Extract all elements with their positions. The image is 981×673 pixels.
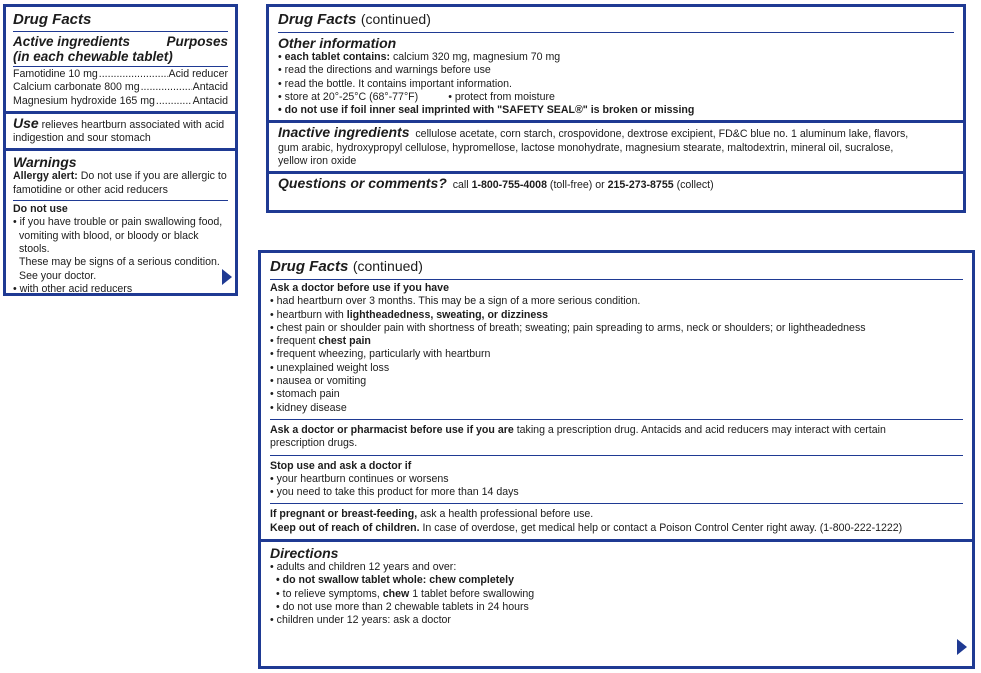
continue-arrow-icon	[222, 269, 232, 285]
list-item: • children under 12 years: ask a doctor	[270, 614, 963, 627]
ingredient-purpose: Antacid	[192, 81, 228, 94]
continue-arrow-icon	[957, 639, 967, 655]
panel-title: Drug Facts	[270, 258, 349, 275]
warnings-heading: Warnings	[13, 154, 77, 171]
inactive-ingredients-text: gum arabic, hydroxypropyl cellulose, hypromellose, lactose monohydrate, magnesium stearate, maltodextrin, mineral oil, sucralose,	[278, 141, 894, 154]
active-ingredients-subheading: (in each chewable tablet)	[13, 49, 173, 64]
questions-heading: Questions or comments?	[278, 175, 447, 192]
drug-facts-panel-left	[3, 4, 238, 296]
list-item: • read the bottle. It contains important information.	[278, 78, 954, 91]
list-item: • adults and children 12 years and over:	[270, 561, 963, 574]
list-item: • frequent chest pain	[270, 335, 963, 348]
list-item: • read the directions and warnings before use	[278, 64, 954, 77]
stop-use-section	[261, 460, 972, 500]
list-item: • to relieve symptoms, chew 1 tablet before swallowing	[270, 588, 963, 601]
active-ingredients-heading: Active ingredients	[13, 34, 131, 49]
list-item-cont: vomiting with blood, or bloody or black stools.	[19, 229, 199, 255]
list-item: • heartburn with lightheadedness, sweating, or dizziness	[270, 309, 963, 322]
list-item: • with other acid reducers	[13, 283, 228, 296]
ingredient-row	[13, 95, 228, 108]
allergy-alert-text: Do not use if you are allergic to	[80, 170, 227, 183]
phone-tollfree: 1-800-755-4008	[471, 179, 547, 192]
panel-title-continued: (continued)	[360, 11, 431, 27]
ingredient-name: Calcium carbonate 800 mg	[13, 81, 140, 94]
warnings-section	[6, 151, 235, 197]
other-information-heading: Other information	[278, 35, 397, 51]
purposes-heading: Purposes	[166, 34, 228, 49]
drug-facts-panel-continued-bottom	[258, 250, 975, 669]
directions-section	[261, 542, 972, 627]
list-item-cont: See your doctor.	[19, 269, 97, 282]
list-item: • unexplained weight loss	[270, 362, 963, 375]
list-item-cont: These may be signs of a serious condition.	[19, 256, 220, 269]
phone-collect: 215-273-8755	[607, 179, 674, 192]
list-item: • store at 20°-25°C (68°-77°F)• protect from moisture	[278, 91, 954, 104]
list-item: • do not use if foil inner seal imprinted with "SAFETY SEAL®" is broken or missing	[278, 104, 954, 117]
other-information-section	[269, 33, 963, 120]
use-section	[6, 114, 235, 149]
inactive-ingredients-text: yellow iron oxide	[278, 155, 357, 168]
questions-section: Questions or comments? call 1-800-755-4008 (toll-free) or 215-273-8755 (collect)	[278, 175, 714, 192]
stop-use-heading: Stop use and ask a doctor if	[270, 459, 412, 472]
list-item: • had heartburn over 3 months. This may be a sign of a more serious condition.	[270, 295, 963, 308]
keep-out-of-reach: Keep out of reach of children.	[270, 521, 420, 534]
use-text: relieves heartburn associated with acid	[41, 118, 225, 131]
directions-heading: Directions	[270, 545, 339, 562]
inactive-ingredients-heading: Inactive ingredients	[278, 124, 410, 141]
ask-pharmacist-section: Ask a doctor or pharmacist before use if you are taking a prescription drug. Antacids and acid reducers may interact with certain prescription drugs.	[270, 423, 886, 450]
list-item: • nausea or vomiting	[270, 375, 963, 388]
list-item: • do not swallow tablet whole: chew completely	[270, 574, 963, 587]
list-item: • if you have trouble or pain swallowing food,	[13, 216, 228, 229]
pregnancy-section: If pregnant or breast-feeding, ask a health professional before use. Keep out of reach of children. In case of overdose, get medical help or contact a Poison Control Center right away. (1-800-222-1222)	[270, 508, 903, 534]
do-not-use-heading: Do not use	[13, 203, 68, 216]
list-item: • frequent wheezing, particularly with heartburn	[270, 348, 963, 361]
ask-pharmacist-heading: Ask a doctor or pharmacist before use if you are	[270, 423, 514, 436]
ask-doctor-heading: Ask a doctor before use if you have	[270, 282, 449, 294]
list-item: • chest pain or shoulder pain with shortness of breath; sweating; pain spreading to arms, neck or shoulders; or lightheadedness	[270, 322, 963, 335]
ingredient-name: Famotidine 10 mg	[13, 68, 98, 80]
ingredient-purpose: Antacid	[192, 94, 228, 107]
list-item: • each tablet contains: calcium 320 mg, magnesium 70 mg	[278, 51, 954, 64]
use-heading: Use	[13, 114, 39, 131]
allergy-alert-text: famotidine or other acid reducers	[13, 183, 168, 196]
panel-title-continued: (continued)	[352, 258, 423, 274]
drug-facts-panel-continued-top	[266, 4, 966, 213]
ingredient-name: Magnesium hydroxide 165 mg	[13, 94, 155, 107]
inactive-ingredients-section	[269, 123, 963, 171]
ingredient-row	[13, 81, 228, 94]
list-item: • stomach pain	[270, 388, 963, 401]
ingredient-row	[13, 68, 228, 81]
panel-title: Drug Facts	[13, 11, 92, 28]
panel-title: Drug Facts	[278, 11, 357, 28]
ask-doctor-section	[261, 280, 972, 415]
inactive-ingredients-text: cellulose acetate, corn starch, crospovidone, dextrose excipient, FD&C blue no. 1 aluminum lake, flavors,	[415, 128, 909, 141]
list-item: • your heartburn continues or worsens	[270, 473, 963, 486]
allergy-alert-label: Allergy alert:	[13, 170, 78, 183]
list-item: • kidney disease	[270, 402, 963, 415]
list-item: • do not use more than 2 chewable tablets in 24 hours	[270, 601, 963, 614]
use-text: indigestion and sour stomach	[13, 132, 151, 145]
ingredient-purpose: Acid reducer	[168, 68, 228, 80]
list-item: • you need to take this product for more than 14 days	[270, 486, 963, 499]
